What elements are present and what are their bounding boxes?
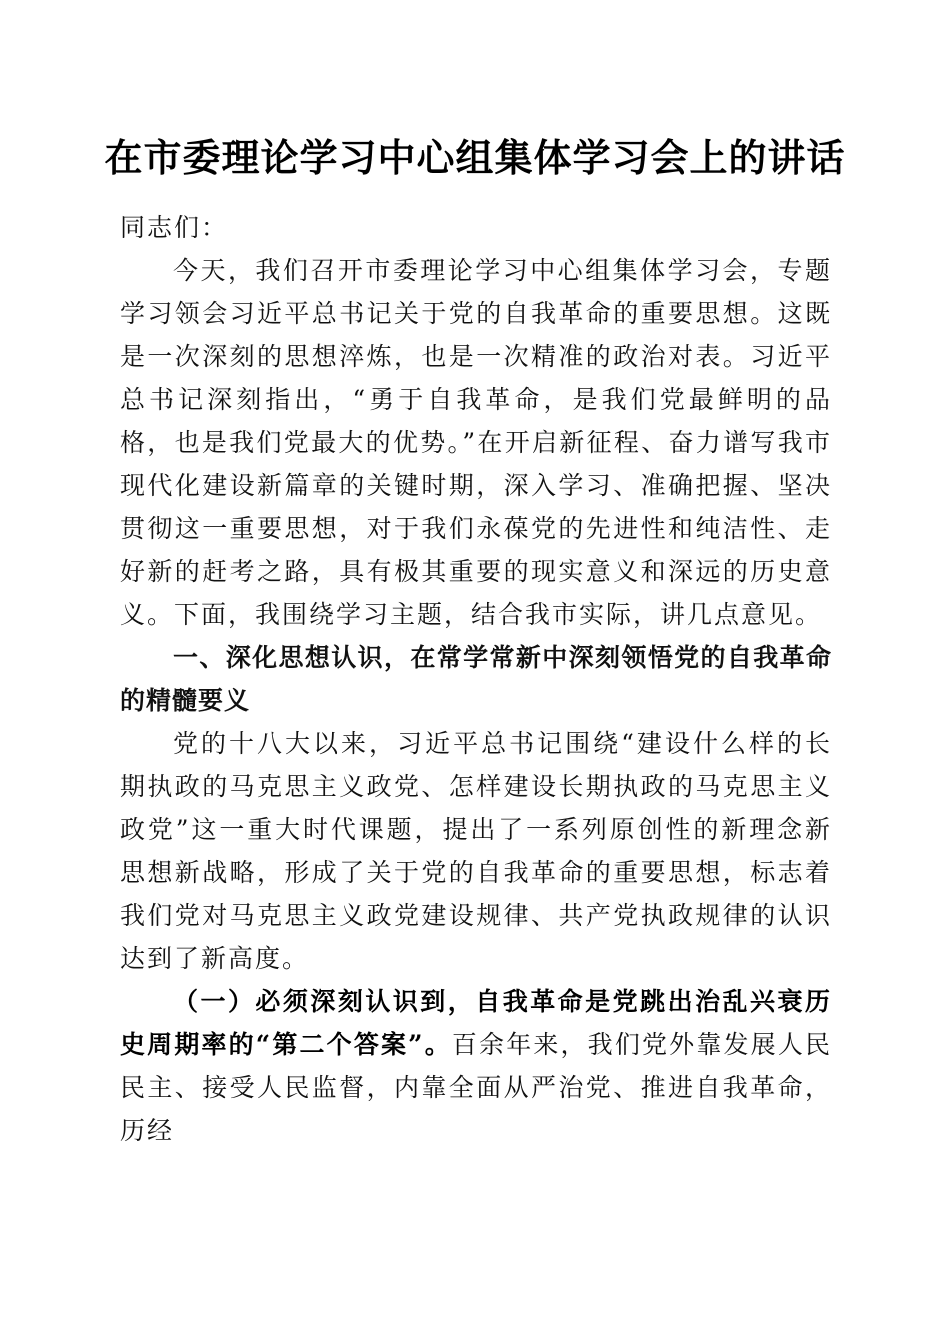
paragraph-section-1: 党的十八大以来，习近平总书记围绕“建设什么样的长期执政的马克思主义政党、怎样建设长期执政的马克思主义政党”这一重大时代课题，提出了一系列原创性的新理念新思想新战略，形成了关于党的自我革命的重要思想，标志着我们党对马克思主义政党建设规律、共产党执政规律的认识达到了新高度。 [120,729,832,973]
subsection-heading-1: （一）必须深刻认识到，自我革命是党跳出治乱兴衰历史周期率的“第二个答案”。 [120,987,832,1059]
section-heading-1: 一、深化思想认识，在常学常新中深刻领悟党的自我革命的精髓要义 [120,643,832,715]
document-body [120,206,832,1152]
paragraph-intro: 今天，我们召开市委理论学习中心组集体学习会，专题学习领会习近平总书记关于党的自我革命的重要思想。这既是一次深刻的思想淬炼，也是一次精准的政治对表。习近平总书记深刻指出，“勇于自我革命，是我们党最鲜明的品格，也是我们党最大的优势。”在开启新征程、奋力谱写我市现代化建设新篇章的关键时期，深入学习、准确把握、坚决贯彻这一重要思想，对于我们永葆党的先进性和纯洁性、走好新的赶考之路，具有极其重要的现实意义和深远的历史意义。下面，我围绕学习主题，结合我市实际，讲几点意见。 [120,256,832,629]
subsection-body-1: 百余年来，我们党外靠发展人民民主、接受人民监督，内靠全面从严治党、推进自我革命，历经 [120,1030,832,1145]
salutation: 同志们： [120,213,229,242]
paragraph-subsection-1 [120,980,832,1152]
page-title: 在市委理论学习中心组集体学习会上的讲话 [104,135,846,180]
